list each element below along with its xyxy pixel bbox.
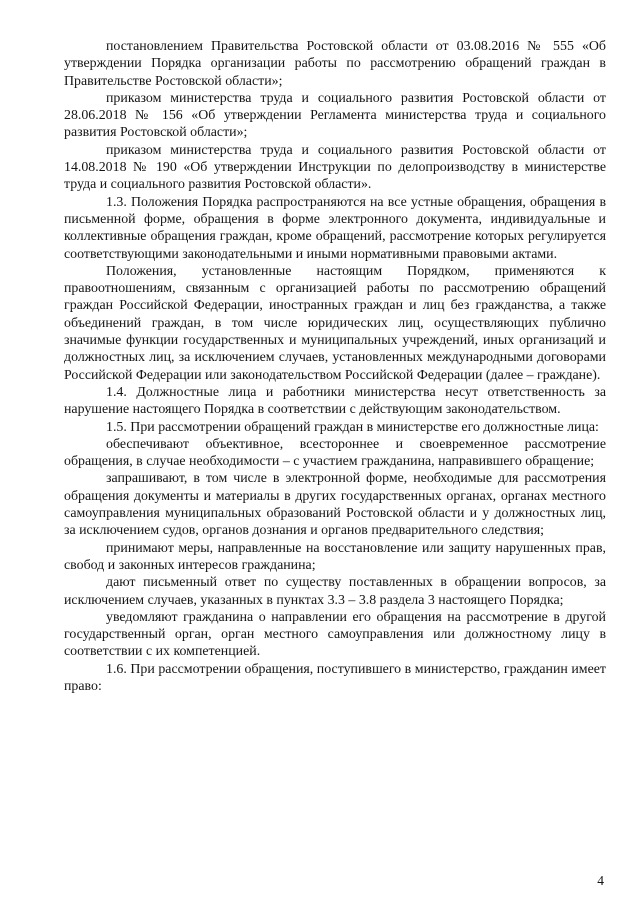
paragraph: приказом министерства труда и социального развития Ростовской области от 28.06.2018 № 156 «Об утверждении Регламента министерства труда и социального развития Ростовской области»;: [64, 90, 606, 141]
paragraph: 1.5. При рассмотрении обращений граждан в министерстве его должностные лица:: [106, 419, 599, 435]
paragraph: запрашивают, в том числе в электронной форме, необходимые для рассмотрения обращения документы и материалы в других государственных органах, органах местного самоуправления муниципальных образований Ростовской области и у должностных лиц, за исключением судов, органов дознания и органов предварительного следствия;: [64, 471, 606, 539]
paragraph: обеспечивают объективное, всестороннее и своевременное рассмотрение обращения, в случае необходимости – с участием гражданина, направившего обращение;: [64, 436, 606, 470]
paragraph: Положения, установленные настоящим Порядком, применяются к правоотношениям, связанным с организацией работы по рассмотрению обращений граждан Российской Федерации, иностранных граждан и лиц без гражданства, а также объединений граждан, в том числе юридических лиц, осуществляющих публично значимые функции государственных и муниципальных учреждений, иных организаций и должностных лиц, за исключением случаев, установленных международными договорами Российской Федерации или законодательством Российской Федерации (далее – граждане).: [64, 263, 606, 383]
paragraph: уведомляют гражданина о направлении его обращения на рассмотрение в другой государственный орган, орган местного самоуправления или должностному лицу в соответствии с их компетенцией.: [64, 609, 606, 660]
document-body: [64, 38, 606, 695]
paragraph: 1.3. Положения Порядка распространяются на все устные обращения, обращения в письменной форме, обращения в форме электронного документа, индивидуальные и коллективные обращения граждан, кроме обращений, рассмотрение которых регулируется соответствующими законодательными и иными нормативными правовыми актами.: [64, 194, 606, 262]
paragraph: дают письменный ответ по существу поставленных в обращении вопросов, за исключением случаев, указанных в пунктах 3.3 – 3.8 раздела 3 настоящего Порядка;: [64, 575, 606, 608]
page-number: 4: [597, 873, 604, 888]
paragraph: постановлением Правительства Ростовской области от 03.08.2016 № 555 «Об утверждении Порядка организации работы по рассмотрению обращений граждан в Правительстве Ростовской области»;: [64, 39, 606, 89]
paragraph: принимают меры, направленные на восстановление или защиту нарушенных прав, свобод и законных интересов гражданина;: [64, 540, 606, 573]
paragraph: приказом министерства труда и социального развития Ростовской области от 14.08.2018 № 190 «Об утверждении Инструкции по делопроизводству в министерстве труда и социального развития Ростовской области».: [64, 142, 606, 193]
paragraph: 1.4. Должностные лица и работники министерства несут ответственность за нарушение настоящего Порядка в соответствии с действующим законодательством.: [64, 384, 606, 418]
paragraph: 1.6. При рассмотрении обращения, поступившего в министерство, гражданин имеет право:: [64, 661, 606, 694]
